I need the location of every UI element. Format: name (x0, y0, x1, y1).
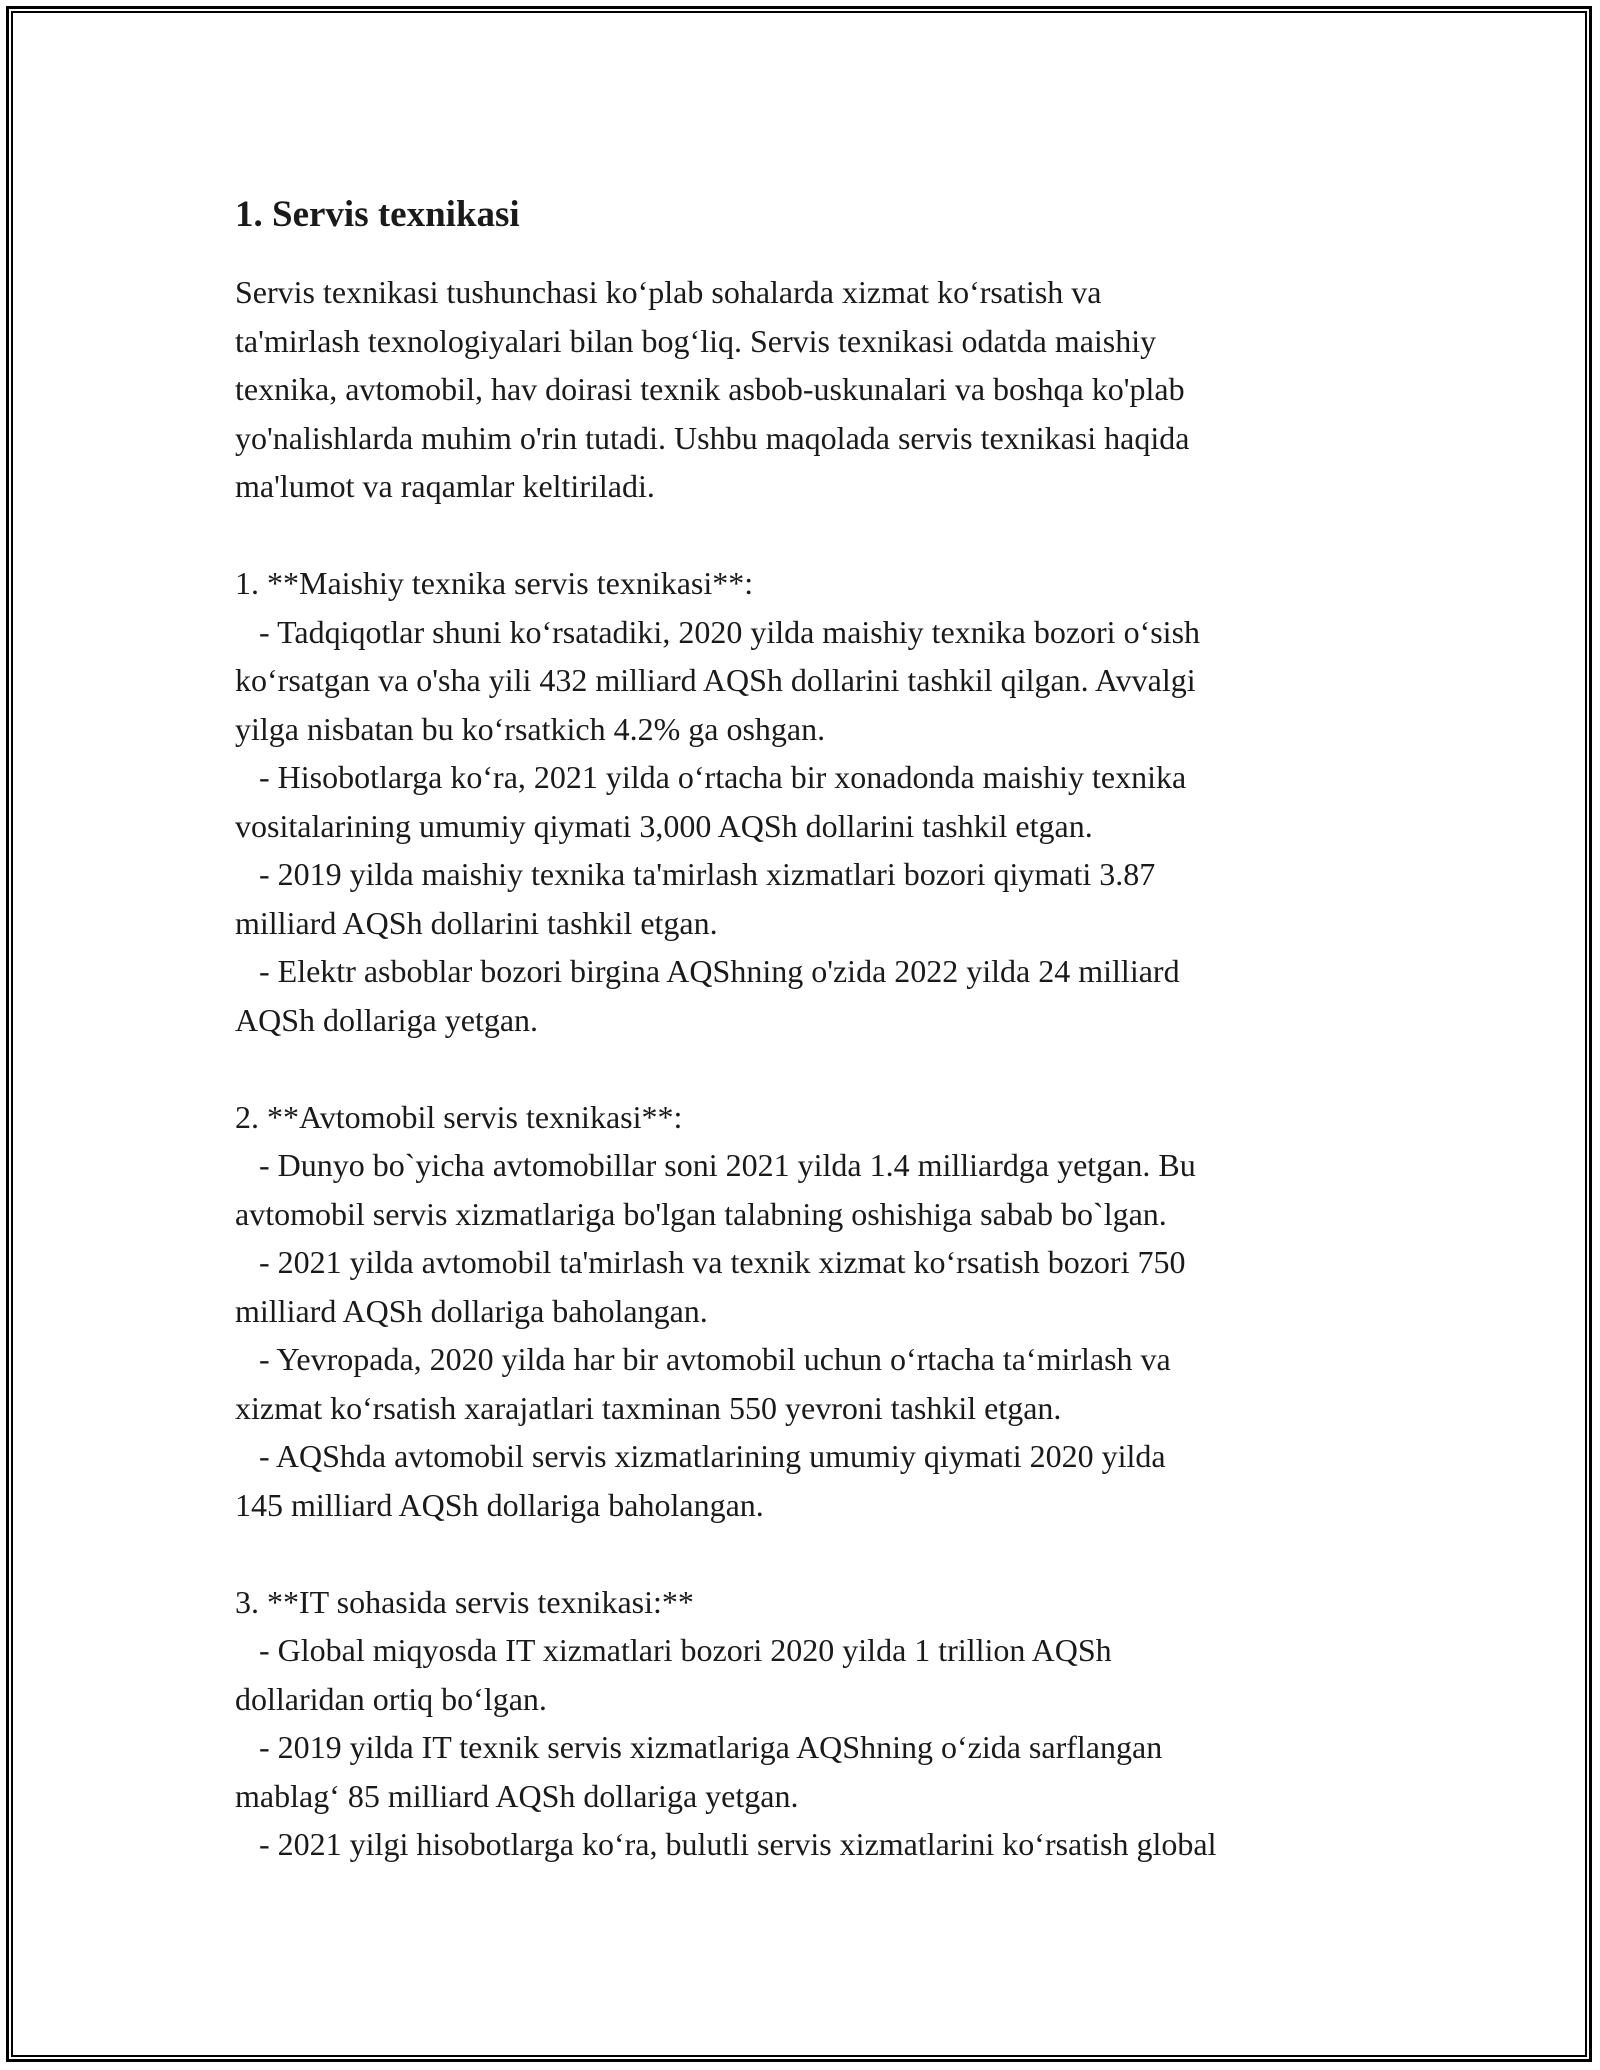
list-item: - AQShda avtomobil servis xizmatlarining umumiy qiymati 2020 yilda 145 milliard AQSh dollariga baholangan. (235, 1438, 1166, 1523)
document-body (235, 188, 1395, 1869)
list-item: - Dunyo bo`yicha avtomobillar soni 2021 yilda 1.4 milliardga yetgan. Bu avtomobil servis xizmatlariga bo'lgan talabning oshishiga sabab bo`lgan. (235, 1147, 1196, 1232)
section-household-appliances (235, 559, 1395, 1044)
list-item: - Global miqyosda IT xizmatlari bozori 2020 yilda 1 trillion AQSh dollaridan ortiq bo‘lgan. (235, 1632, 1112, 1717)
list-item: - 2021 yilda avtomobil ta'mirlash va texnik xizmat ko‘rsatish bozori 750 milliard AQSh dollariga baholangan. (235, 1244, 1186, 1329)
list-item: - Hisobotlarga ko‘ra, 2021 yilda o‘rtacha bir xonadonda maishiy texnika vositalarining umumiy qiymati 3,000 AQSh dollarini tashkil etgan. (235, 759, 1187, 844)
list-item: - 2019 yilda IT texnik servis xizmatlariga AQShning o‘zida sarflangan mablag‘ 85 milliard AQSh dollariga yetgan. (235, 1729, 1163, 1814)
list-item: - 2021 yilgi hisobotlarga ko‘ra, bulutli servis xizmatlarini ko‘rsatish global (235, 1826, 1217, 1862)
section-title: 2. **Avtomobil servis texnikasi**: (235, 1098, 683, 1135)
intro-paragraph: Servis texnikasi tushunchasi ko‘plab sohalarda xizmat ko‘rsatish va ta'mirlash texnologiyalari bilan bog‘liq. Servis texnikasi odatda maishiy texnika, avtomobil, hav doirasi texnik asbob-uskunalari va boshqa ko'plab yo'nalishlarda muhim o'rin tutadi. Ushbu maqolada servis texnikasi haqida ma'lumot va raqamlar keltiriladi. (235, 274, 1190, 504)
section-automobile-service (235, 1093, 1395, 1530)
list-item: - Tadqiqotlar shuni ko‘rsatadiki, 2020 yilda maishiy texnika bozori o‘sish ko‘rsatgan va o'sha yili 432 milliard AQSh dollarini tashkil qilgan. Avvalgi yilga nisbatan bu ko‘rsatkich 4.2% ga oshgan. (235, 613, 1201, 747)
list-item: - 2019 yilda maishiy texnika ta'mirlash xizmatlari bozori qiymati 3.87 milliard AQSh dollarini tashkil etgan. (235, 856, 1156, 941)
page-title: 1. Servis texnikasi (235, 194, 520, 235)
section-it-service (235, 1578, 1395, 1869)
section-title: 1. **Maishiy texnika servis texnikasi**: (235, 565, 754, 601)
section-title: 3. **IT sohasida servis texnikasi:** (235, 1583, 694, 1620)
list-item: - Elektr asboblar bozori birgina AQShning o'zida 2022 yilda 24 milliard AQSh dollariga yetgan. (235, 953, 1180, 1038)
list-item: - Yevropada, 2020 yilda har bir avtomobil uchun o‘rtacha ta‘mirlash va xizmat ko‘rsatish xarajatlari taxminan 550 yevroni tashkil etgan. (235, 1341, 1171, 1426)
